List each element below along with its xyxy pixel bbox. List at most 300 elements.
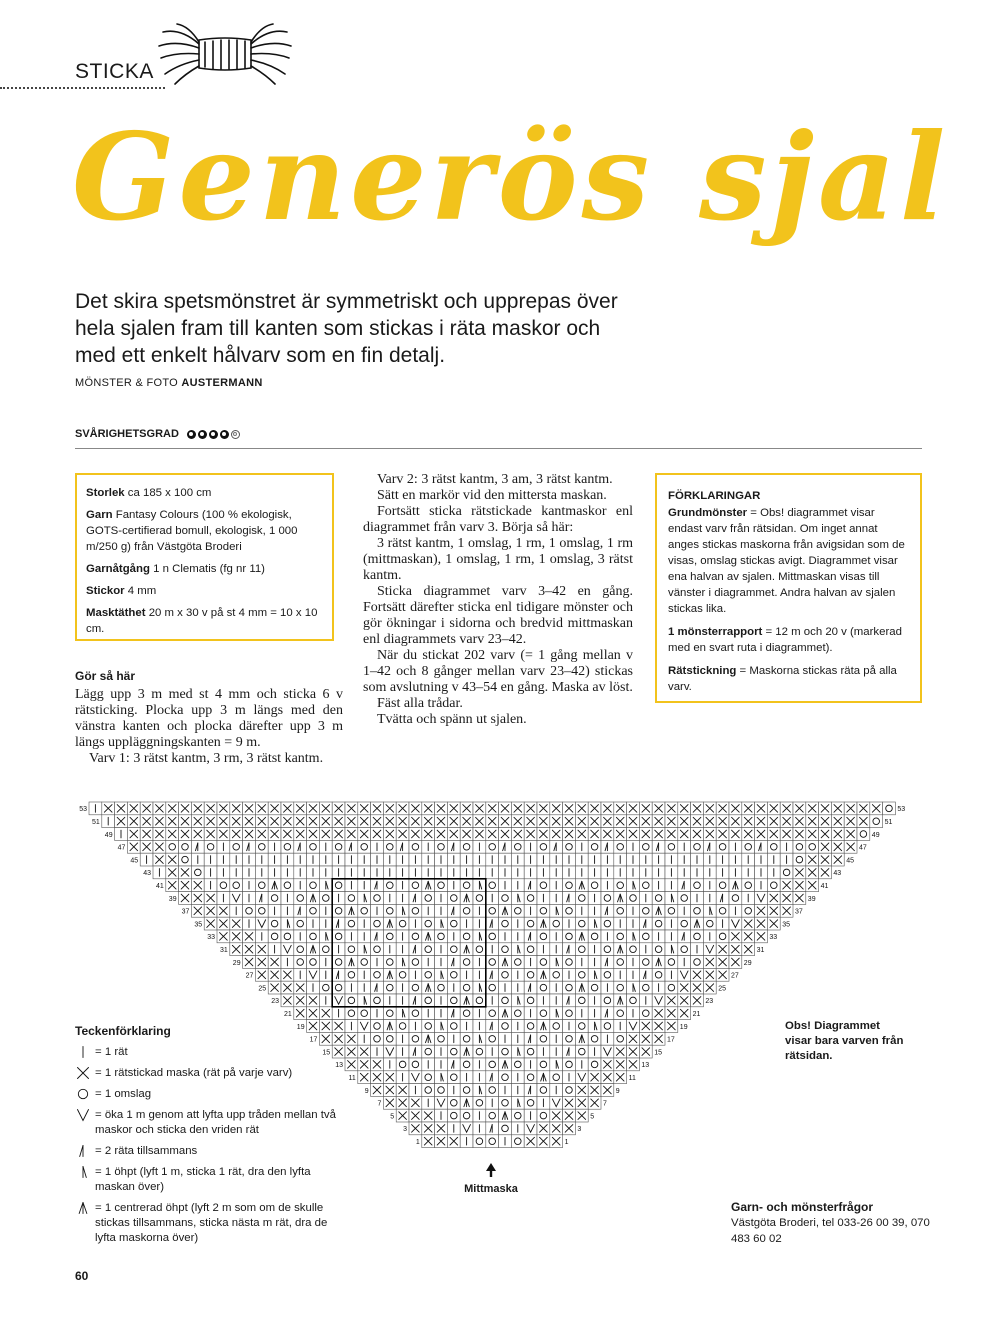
chart-row-label-left: 1 [415, 1139, 420, 1147]
chart-row-3 [409, 1122, 575, 1135]
chart-cell [332, 879, 345, 892]
chart-cell [409, 930, 422, 943]
explanation-1-text: = Obs! diagrammet visar endast varv från rätsidan. Om inget annat anges stickas maskorna från avigsidan som de visas, omslag stickas avigt. Diagrammet visar ena halvan av sjalen. Mittmaskan visas till vänster i diagrammet. Andra halvan av sjalen stickas lika. [668, 507, 905, 615]
chart-cell [345, 968, 358, 981]
chart-cell [639, 930, 652, 943]
chart-cell [217, 879, 230, 892]
chart-cell [614, 904, 627, 917]
chart-cell [703, 917, 716, 930]
chart-cell [447, 968, 460, 981]
chart-cell [396, 1020, 409, 1033]
chart-cell [447, 1096, 460, 1109]
chart-cell [563, 904, 576, 917]
chart-row-label-left: 51 [92, 819, 100, 827]
chart-row-label-left: 21 [284, 1011, 292, 1019]
chart-row-label-left: 19 [296, 1023, 305, 1031]
chart-cell [652, 968, 665, 981]
k2tog-icon [75, 1144, 91, 1158]
chart-cell [601, 892, 614, 905]
chart-row-15 [332, 1045, 652, 1058]
chart-cell [447, 1071, 460, 1084]
explanation-2-text: = 12 m och 20 v (markerad med en svart ruta i diagrammet). [668, 626, 902, 654]
chart-cell [307, 904, 320, 917]
explanations-box [655, 473, 922, 703]
chart-cell [499, 1122, 512, 1135]
spec-size [86, 485, 323, 501]
page-number: 60 [75, 1269, 89, 1283]
chart-cell [716, 879, 729, 892]
chart-cell [460, 1058, 473, 1071]
spec-size-label: Storlek [86, 487, 125, 499]
chart-cell [511, 840, 524, 853]
chart-cell [435, 981, 448, 994]
spec-gauge [86, 605, 323, 637]
chart-row-49 [115, 828, 870, 841]
instructions-p9: Fäst alla trådar. [377, 696, 463, 711]
chart-cell [601, 968, 614, 981]
chart-row-33 [217, 930, 767, 943]
legend [75, 1024, 345, 1252]
chart-cell [345, 892, 358, 905]
chart-cell [588, 981, 601, 994]
chart-row-13 [345, 1058, 639, 1071]
difficulty-dot-filled [198, 430, 207, 439]
chart-cell [601, 943, 614, 956]
contact-info [731, 1199, 931, 1247]
explanation-3-text: = Maskorna stickas räta på alla varv. [668, 665, 897, 693]
chart-cell [383, 1032, 396, 1045]
chart-cell [499, 1020, 512, 1033]
chart-row-label-right: 15 [654, 1049, 662, 1057]
chart-cell [767, 840, 780, 853]
chart-row-27 [255, 968, 729, 981]
chart-cell [575, 892, 588, 905]
chart-row-label-left: 15 [322, 1049, 331, 1057]
chart-row-label-right: 47 [859, 844, 867, 852]
chart-cell [281, 840, 294, 853]
chart-cell [383, 956, 396, 969]
chart-row-29 [243, 956, 742, 969]
explanation-2 [668, 624, 909, 656]
chart-cell [499, 1045, 512, 1058]
credit-name: AUSTERMANN [181, 377, 263, 389]
chart-row-label-left: 35 [194, 921, 203, 929]
chart-cell [447, 994, 460, 1007]
chart-cell [665, 981, 678, 994]
chart-cell [691, 904, 704, 917]
chart-row-label-right: 49 [871, 831, 880, 839]
chart-cell [473, 1135, 486, 1148]
chart-cell [358, 840, 371, 853]
chart-cell [409, 840, 422, 853]
section-label: STICKA [75, 60, 154, 83]
chart-cell [371, 1032, 384, 1045]
chart-row-label-right: 23 [705, 998, 714, 1006]
specs-box [75, 473, 334, 641]
difficulty-label: SVÅRIGHETSGRAD [75, 428, 179, 440]
chart-row-label-right: 33 [769, 934, 778, 942]
difficulty-divider [75, 448, 922, 449]
chart-cell [409, 956, 422, 969]
spec-use-label: Garnåtgång [86, 563, 150, 575]
chart-row-label-right: 25 [718, 985, 726, 993]
chart-cell [678, 917, 691, 930]
legend-item-text: = 1 omslag [95, 1088, 152, 1100]
chart-row-label-left: 41 [156, 883, 164, 891]
chart-cell [524, 968, 537, 981]
chart-row-label-right: 11 [628, 1075, 636, 1083]
chart-cell [550, 968, 563, 981]
chart-cell [332, 981, 345, 994]
chart-cell [691, 956, 704, 969]
chart-row-label-left: 53 [79, 806, 87, 814]
chart-cell [614, 981, 627, 994]
legend-item-text: = öka 1 m genom att lyfta upp tråden mellan två maskor och sticka den vriden rät [95, 1109, 336, 1136]
chart-cell [563, 1007, 576, 1020]
chart-row-label-right: 21 [692, 1011, 701, 1019]
chart-cell [383, 981, 396, 994]
chart-cell [563, 1084, 576, 1097]
chart-cell [614, 840, 627, 853]
difficulty [75, 428, 240, 440]
chart-cell [345, 943, 358, 956]
chart-cell [409, 1007, 422, 1020]
chart-cell [422, 1084, 435, 1097]
chart-cell [563, 930, 576, 943]
chart-cell [166, 840, 179, 853]
legend-item [75, 1108, 345, 1138]
ssk-icon [75, 1165, 91, 1179]
chart-cell [614, 956, 627, 969]
garter-icon [75, 1066, 91, 1080]
chart-cell [614, 1007, 627, 1020]
chart-cell [767, 879, 780, 892]
chart-cell [230, 879, 243, 892]
instructions-p1: Lägg upp 3 m med st 4 mm och sticka 6 v rätsticking. Plocka upp 3 m längs med den vänstra kanten och plocka därefter upp 3 m längs uppläggningskanten = 9 m. [75, 687, 343, 750]
chart-row-label-right: 1 [564, 1139, 569, 1147]
chart-cell [601, 917, 614, 930]
legend-item-text: = 1 rät [95, 1046, 128, 1058]
spec-use [86, 561, 323, 577]
chart-row-label-right: 37 [795, 908, 803, 916]
chart-cell [307, 879, 320, 892]
chart-row-label-right: 29 [743, 959, 752, 967]
chart-cell [793, 840, 806, 853]
chart-cell [511, 1007, 524, 1020]
chart-cell [537, 1084, 550, 1097]
chart-row-51 [102, 815, 883, 828]
chart-cell [639, 879, 652, 892]
difficulty-dot-filled [187, 430, 196, 439]
chart-cell [537, 904, 550, 917]
chart-cell [742, 840, 755, 853]
chart-row-label-left: 11 [348, 1075, 356, 1083]
chart-row-label-right: 41 [820, 883, 829, 891]
chart-cell [652, 892, 665, 905]
chart-cell [422, 1071, 435, 1084]
chart-cell [371, 943, 384, 956]
chart-cell [742, 904, 755, 917]
chart-row-label-right: 39 [807, 895, 816, 903]
chart-row-label-left: 43 [143, 870, 151, 878]
chart-row-9 [371, 1084, 614, 1097]
chart-cell [307, 956, 320, 969]
chart-row-label-left: 17 [309, 1036, 318, 1044]
chart-row-label-left: 39 [168, 895, 177, 903]
chart-cell [383, 879, 396, 892]
chart-cell [601, 1020, 614, 1033]
chart-cell [409, 981, 422, 994]
chart-cell [473, 892, 486, 905]
chart-cell [588, 840, 601, 853]
chart-cell [614, 879, 627, 892]
chart-row-label-right: 3 [577, 1126, 582, 1134]
chart-cell [422, 943, 435, 956]
chart-row-41 [166, 879, 819, 892]
cdd-icon [75, 1201, 91, 1215]
chart-cell [294, 943, 307, 956]
chart-cell [447, 892, 460, 905]
chart-cell [511, 1109, 524, 1122]
chart-cell [486, 956, 499, 969]
chart-row-45 [140, 853, 844, 866]
legend-item [75, 1165, 345, 1195]
chart-cell [332, 840, 345, 853]
chart-row-label-left: 33 [207, 934, 215, 942]
chart-cell [486, 930, 499, 943]
legend-item-text: = 2 räta tillsammans [95, 1145, 198, 1157]
chart-cell [447, 943, 460, 956]
chart-cell [294, 892, 307, 905]
legend-item [75, 1066, 345, 1081]
explanation-3-label: Rätstickning [668, 665, 737, 677]
chart-row-37 [191, 904, 793, 917]
chart-cell [614, 930, 627, 943]
chart-cell [499, 1096, 512, 1109]
chart-cell [204, 840, 217, 853]
legend-heading: Teckenförklaring [75, 1024, 171, 1038]
chart-row-label-right: 45 [846, 857, 854, 865]
chart-row-label-right: 53 [897, 806, 906, 814]
chart-cell [447, 1020, 460, 1033]
instructions-p4: Sätt en markör vid den mittersta maskan. [377, 488, 607, 503]
page-title: Generös sjal [72, 107, 950, 248]
increase-icon [75, 1108, 91, 1122]
chart-cell [678, 892, 691, 905]
chart-cell [358, 1007, 371, 1020]
chart-cell [524, 943, 537, 956]
chart-cell [422, 1020, 435, 1033]
chart-row-31 [230, 943, 755, 956]
chart-cell [550, 1020, 563, 1033]
credit-prefix: MÖNSTER & FOTO [75, 377, 179, 389]
instructions-p3: Varv 2: 3 rätst kantm, 3 am, 3 rätst kantm. [377, 472, 613, 487]
chart-cell [460, 879, 473, 892]
chart-row-label-left: 37 [181, 908, 190, 916]
chart-cell [435, 879, 448, 892]
chart-cell [575, 994, 588, 1007]
chart-cell [524, 1020, 537, 1033]
chart-cell [524, 1096, 537, 1109]
chart-cell [793, 853, 806, 866]
chart-cell [294, 917, 307, 930]
chart-cell [409, 904, 422, 917]
chart-cell [550, 917, 563, 930]
chart-cell [319, 892, 332, 905]
chart-cell [345, 917, 358, 930]
explanation-1-label: Grundmönster [668, 507, 748, 519]
chart-cell [537, 1109, 550, 1122]
chart-cell [524, 1045, 537, 1058]
chart-note: Obs! Diagrammet visar bara varven från rätsidan. [785, 1020, 904, 1062]
chart-cell [588, 930, 601, 943]
chart-cell [473, 943, 486, 956]
chart-cell [627, 994, 640, 1007]
chart-cell [460, 1032, 473, 1045]
chart-cell [191, 866, 204, 879]
chart-cell [460, 840, 473, 853]
chart-cell [537, 1058, 550, 1071]
chart-row-label-left: 23 [271, 998, 279, 1006]
yarn-skein-icon [155, 22, 295, 87]
chart-cell [460, 981, 473, 994]
spec-yarn-value: Fantasy Colours (100 % ekologisk, GOTS-certifierad bomull, ekologisk, 1 000 m/250 g) från Västgöta Broderi [86, 509, 298, 553]
chart-cell [422, 892, 435, 905]
chart-cell [486, 904, 499, 917]
chart-cell [383, 1007, 396, 1020]
spec-gauge-value: 20 m x 30 v på st 4 mm = 10 x 10 cm. [86, 607, 318, 635]
difficulty-dot-filled [220, 430, 229, 439]
chart-cell [332, 930, 345, 943]
chart-cell [499, 892, 512, 905]
difficulty-rating [187, 430, 240, 439]
chart-row-47 [127, 840, 857, 853]
center-stitch-label: Mittmaska [464, 1183, 518, 1195]
chart-cell [639, 840, 652, 853]
chart-cell [486, 879, 499, 892]
chart-cell [435, 840, 448, 853]
chart-cell [563, 1058, 576, 1071]
chart-cell [243, 904, 256, 917]
chart-row-label-left: 5 [390, 1113, 395, 1121]
instructions-p2: Varv 1: 3 rätst kantm, 3 rm, 3 rätst kantm. [89, 751, 324, 766]
chart-cell [460, 1084, 473, 1097]
chart-cell [371, 1020, 384, 1033]
chart-cell [537, 1007, 550, 1020]
chart-row-5 [396, 1109, 588, 1122]
chart-cell [575, 1020, 588, 1033]
chart-cell [281, 930, 294, 943]
chart-cell [524, 917, 537, 930]
chart-cell [383, 904, 396, 917]
chart-cell [729, 892, 742, 905]
chart-row-label-left: 25 [258, 985, 267, 993]
chart-cell [307, 930, 320, 943]
chart-cell [537, 879, 550, 892]
chart-cell [550, 1071, 563, 1084]
spec-needles [86, 583, 323, 599]
chart-cell [665, 956, 678, 969]
chart-cell [563, 879, 576, 892]
chart-cell [511, 1058, 524, 1071]
chart-cell [499, 968, 512, 981]
chart-cell [575, 917, 588, 930]
chart-cell [255, 904, 268, 917]
chart-cell [883, 802, 896, 815]
chart-row-17 [319, 1032, 665, 1045]
chart-cell [575, 943, 588, 956]
chart-cell [345, 1007, 358, 1020]
chart-cell [639, 981, 652, 994]
chart-row-label-left: 49 [104, 831, 113, 839]
chart-cell [447, 1109, 460, 1122]
chart-cell [422, 968, 435, 981]
chart-cell [435, 930, 448, 943]
difficulty-dot-filled [209, 430, 218, 439]
chart-cell [255, 840, 268, 853]
chart-row-19 [307, 1020, 678, 1033]
spec-gauge-label: Masktäthet [86, 607, 146, 619]
chart-row-label-right: 5 [590, 1113, 595, 1121]
spec-yarn [86, 507, 323, 555]
chart-cell [691, 840, 704, 853]
chart-cell [179, 840, 192, 853]
chart-cell [486, 1007, 499, 1020]
chart-row-label-left: 31 [220, 947, 228, 955]
chart-cell [575, 1045, 588, 1058]
chart-row-label-right: 27 [731, 972, 739, 980]
chart-row-label-right: 13 [641, 1062, 650, 1070]
chart-cell [563, 1032, 576, 1045]
chart-row-label-right: 19 [679, 1023, 688, 1031]
spec-use-value: 1 n Clematis (fg nr 11) [153, 563, 265, 575]
chart-cell [473, 994, 486, 1007]
chart-row-25 [268, 981, 716, 994]
chart-cell [345, 994, 358, 1007]
chart-row-label-left: 29 [232, 959, 241, 967]
chart-row-label-right: 35 [782, 921, 790, 929]
chart-cell [486, 840, 499, 853]
spec-needles-value: 4 mm [127, 585, 157, 597]
chart-cell [371, 892, 384, 905]
explanation-2-label: 1 mönsterrapport [668, 626, 763, 638]
chart-cell [486, 1135, 499, 1148]
chart-row-23 [281, 994, 703, 1007]
chart-cell [691, 879, 704, 892]
chart-cell [358, 904, 371, 917]
chart-cell [499, 943, 512, 956]
chart-cell [716, 904, 729, 917]
intro-text: Det skira spetsmönstret är symmetriskt och upprepas över hela sjalen fram till kanten som stickas i räta maskor och med ett enkelt hålvarv som en fin detalj. [75, 290, 618, 367]
chart-cell [255, 879, 268, 892]
chart-cell [627, 892, 640, 905]
chart-cell [665, 840, 678, 853]
chart-row-53 [89, 802, 895, 815]
chart-row-21 [294, 1007, 691, 1020]
chart-row-label-right: 43 [833, 870, 842, 878]
instructions-p8: När du stickat 202 varv (= 1 gång mellan v 1–42 och 8 gånger mellan varv 23–42) stickas som avslutning v 43–54 en gång. Maska av löst. [363, 648, 633, 695]
chart-cell [499, 1071, 512, 1084]
chart-cell [537, 981, 550, 994]
legend-item-text: = 1 rätstickad maska (rät på varje varv) [95, 1067, 293, 1079]
chart-cell [268, 892, 281, 905]
chart-cell [537, 1032, 550, 1045]
chart-cell [639, 956, 652, 969]
chart-cell [332, 956, 345, 969]
chart-cell [371, 968, 384, 981]
chart-cell [486, 1032, 499, 1045]
legend-item [75, 1045, 345, 1060]
